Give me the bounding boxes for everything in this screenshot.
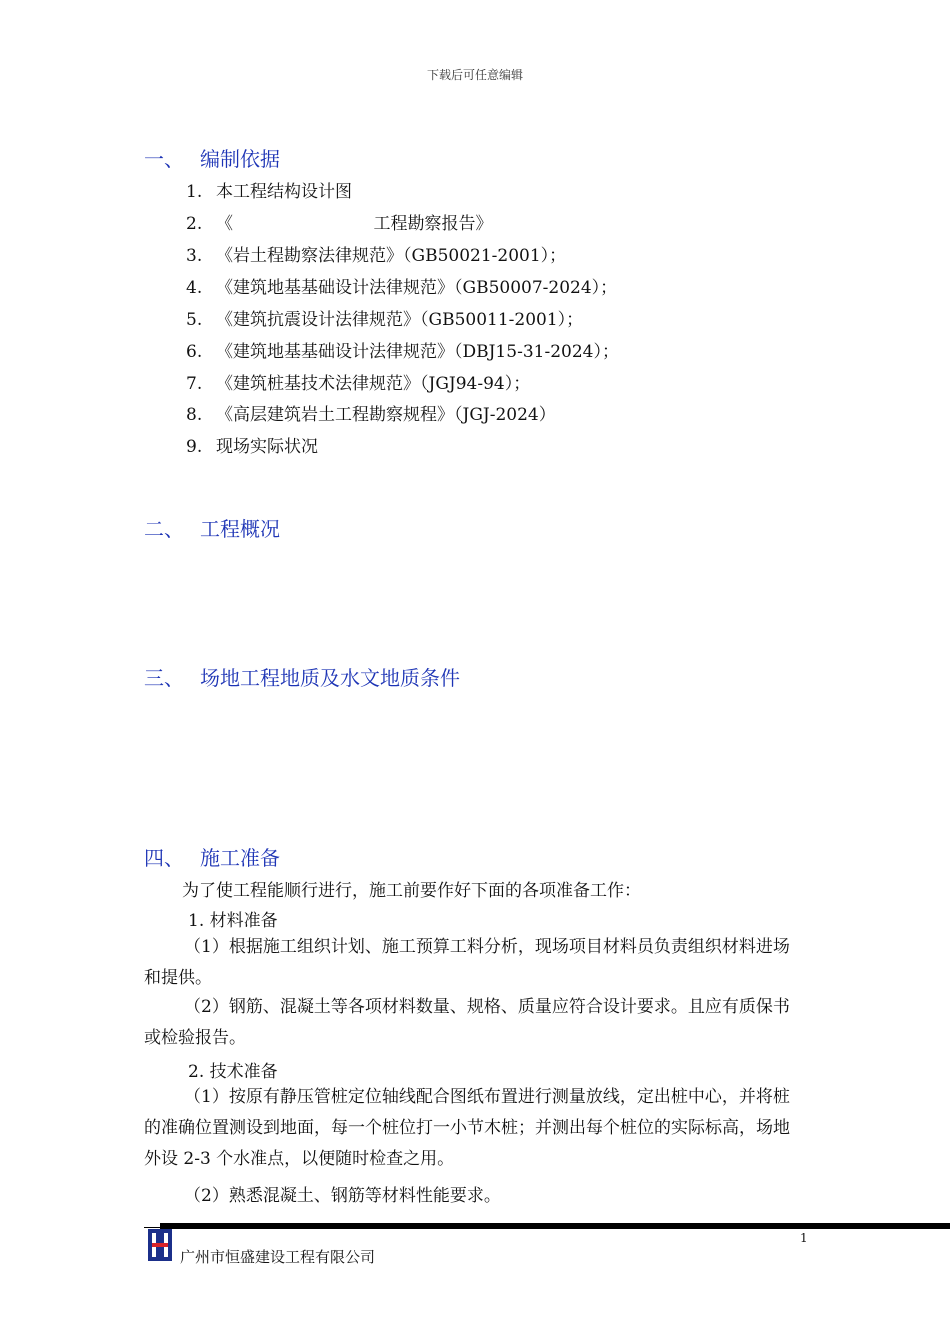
section-title: 施工准备 — [200, 846, 280, 870]
list-item: 1. 本工程结构设计图 — [186, 182, 352, 202]
section-number: 一、 — [144, 147, 184, 171]
footer-rule — [160, 1223, 950, 1229]
company-name: 广州市恒盛建设工程有限公司 — [180, 1248, 376, 1266]
section-heading-4 — [144, 842, 280, 871]
section-number: 二、 — [144, 517, 184, 541]
list-item: 7. 《建筑桩基技术法律规范》（JGJ94-94）； — [186, 374, 531, 394]
section-heading-3 — [144, 662, 460, 691]
prep-intro: 为了使工程能顺行进行，施工前要作好下面的各项准备工作： — [182, 881, 641, 901]
list-item: 6. 《建筑地基基础设计法律规范》（DBJ15-31-2024）； — [186, 342, 619, 362]
list-item: 2. 《 工程勘察报告》 — [186, 214, 493, 234]
list-item: 3. 《岩土程勘察法律规范》（GB50021-2001）； — [186, 246, 567, 266]
section-heading-2 — [144, 513, 280, 542]
section-title: 场地工程地质及水文地质条件 — [200, 666, 460, 690]
subheading-materials: 1. 材料准备 — [188, 911, 278, 931]
section-title: 编制依据 — [200, 147, 280, 171]
section-number: 三、 — [144, 666, 184, 690]
paragraph: （2）钢筋、混凝土等各项材料数量、规格、质量应符合设计要求。且应有质保书或检验报告。 — [144, 997, 790, 1048]
section-heading-1 — [144, 143, 280, 172]
section-title: 工程概况 — [200, 517, 280, 541]
list-item: 5. 《建筑抗震设计法律规范》（GB50011-2001）； — [186, 310, 584, 330]
section-number: 四、 — [144, 846, 184, 870]
page-number: 1 — [800, 1231, 808, 1245]
paragraph: （1）根据施工组织计划、施工预算工料分析，现场项目材料员负责组织材料进场和提供。 — [144, 937, 790, 988]
company-logo-icon — [148, 1229, 172, 1261]
paragraph: （1）按原有静压管桩定位轴线配合图纸布置进行测量放线，定出桩中心，并将桩的准确位置测设到地面，每一个桩位打一小节木桩；并测出每个桩位的实际标高，场地外设 2-3 个水准点，以便随时检查之用。 — [144, 1087, 790, 1169]
subheading-technical: 2. 技术准备 — [188, 1062, 278, 1082]
list-item: 9. 现场实际状况 — [186, 437, 318, 457]
paragraph: （2）熟悉混凝土、钢筋等材料性能要求。 — [184, 1186, 501, 1206]
list-item: 8. 《高层建筑岩土工程勘察规程》（JGJ-2024） — [186, 405, 556, 425]
page-header: 下载后可任意编辑 — [426, 68, 523, 82]
list-item: 4. 《建筑地基基础设计法律规范》（GB50007-2024）； — [186, 278, 618, 298]
